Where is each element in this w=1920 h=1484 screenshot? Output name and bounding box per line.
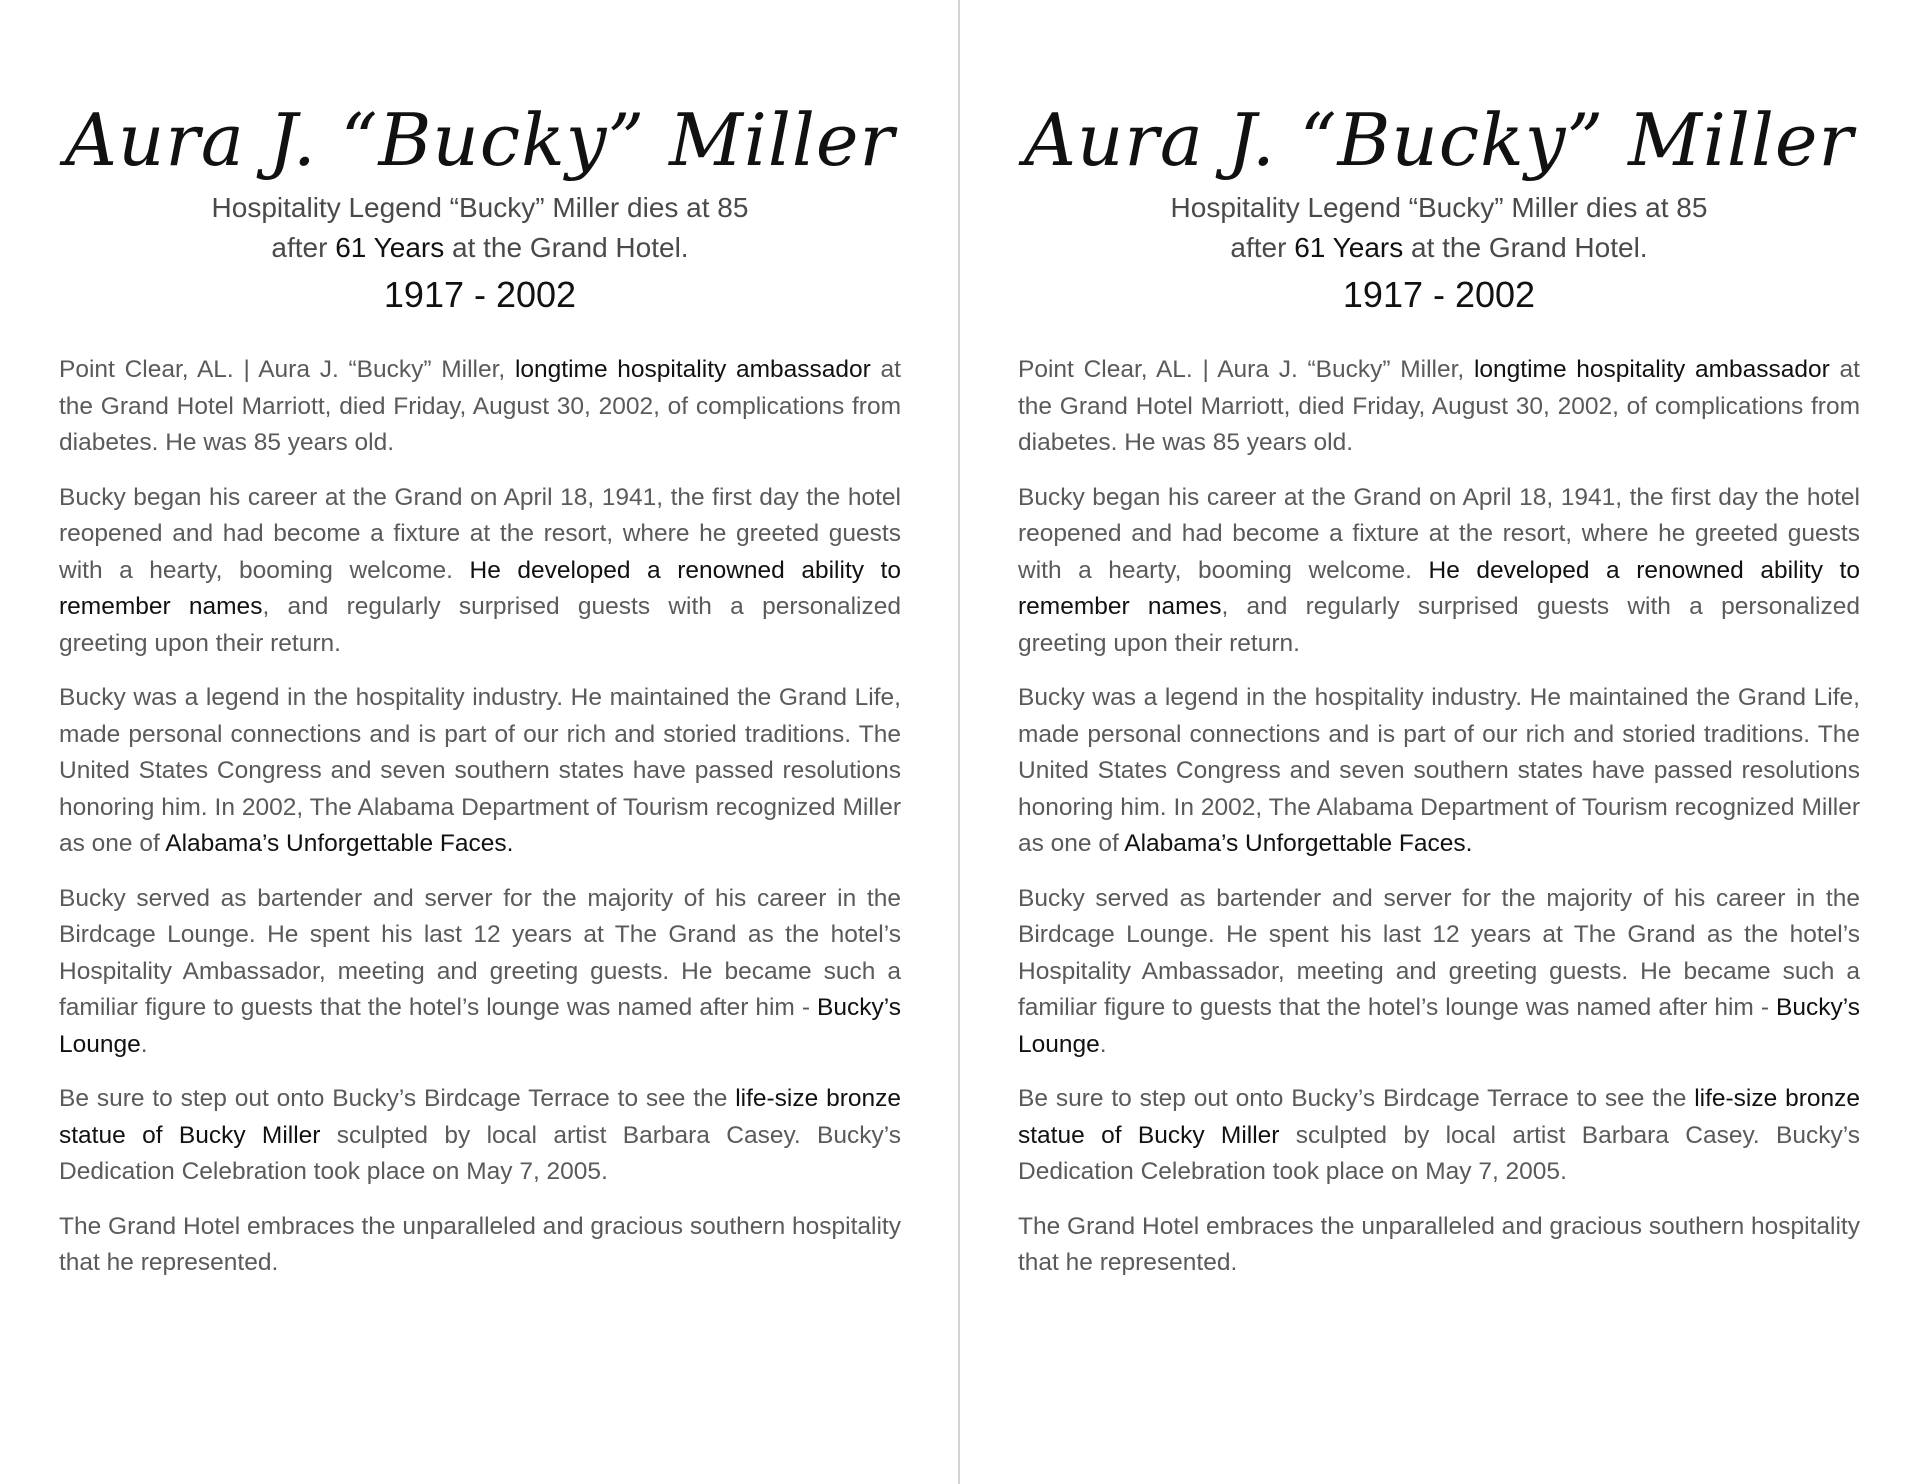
subtitle xyxy=(1018,188,1860,268)
paragraph-5-highlight: life-size bronze statue of Bucky Miller xyxy=(1018,1085,1861,1149)
paragraph-5-text-c: sculpted by local artist Barbara Casey. Bucky’s Dedication Celebration took place on May 7, 2005. xyxy=(1018,1121,1860,1185)
paragraph-3 xyxy=(1018,680,1860,863)
life-years: 1917 - 2002 xyxy=(1342,274,1536,315)
page-title: Aura J. “Bucky” Miller xyxy=(65,98,895,182)
paragraph-4-text-a: Bucky served as bartender and server for the majority of his career in the Birdcage Lounge. He spent his last 12 years at The Grand as the hotel’s Hospitality Ambassador, meeting and greeting guests. He became such a familiar figure to guests that the hotel’s lounge was named after him - xyxy=(1018,884,1860,1021)
subtitle-line-2-pre: after xyxy=(1230,232,1295,263)
paragraph-1-text-c: at the Grand Hotel Marriott, died Friday, August 30, 2002, of complications from diabetes. He was 85 years old. xyxy=(1018,356,1860,456)
paragraph-2-text-a: Bucky began his career at the Grand on April 18, 1941, the first day the hotel reopened and had become a fixture at the resort, where he greeted guests with a hearty, booming welcome. xyxy=(59,483,901,584)
paragraph-3-text-a: Bucky was a legend in the hospitality industry. He maintained the Grand Life, made personal connections and is part of our rich and storied traditions. The United States Congress and seven southern states have passed resolutions honoring him. In 2002, The Alabama Department of Tourism recognized Miller as one of xyxy=(59,684,901,857)
subtitle-line-2-post: at the Grand Hotel. xyxy=(1403,232,1648,263)
page-divider xyxy=(958,0,960,1484)
paragraph-2-text-c: , and regularly surprised guests with a personalized greeting upon their return. xyxy=(1018,593,1860,657)
article-body xyxy=(59,352,901,1282)
subtitle-line-2-post: at the Grand Hotel. xyxy=(444,232,689,263)
paragraph-2-highlight: He developed a renowned ability to remember names xyxy=(59,556,901,620)
paragraph-2-highlight: He developed a renowned ability to remember names xyxy=(1018,556,1860,620)
paragraph-5-text-a: Be sure to step out onto Bucky’s Birdcage Terrace to see the xyxy=(59,1085,736,1112)
paragraph-4-text-c: . xyxy=(140,1030,148,1058)
page-title: Aura J. “Bucky” Miller xyxy=(1024,98,1854,182)
page-left xyxy=(59,0,901,1484)
subtitle xyxy=(59,188,901,268)
subtitle-years-emphasis: 61 Years xyxy=(1294,232,1404,263)
paragraph-6: The Grand Hotel embraces the unparalleled and gracious southern hospitality that he represented. xyxy=(1018,1212,1860,1276)
article-body xyxy=(1018,352,1860,1282)
paragraph-5 xyxy=(59,1081,901,1191)
paragraph-4 xyxy=(59,881,901,1064)
paragraph-1-text-c: at the Grand Hotel Marriott, died Friday, August 30, 2002, of complications from diabetes. He was 85 years old. xyxy=(59,356,901,456)
page-right xyxy=(1018,0,1860,1484)
paragraph-2-text-c: , and regularly surprised guests with a personalized greeting upon their return. xyxy=(59,593,901,657)
subtitle-line-2-pre: after xyxy=(271,232,336,263)
paragraph-1-text-a: Point Clear, AL. | Aura J. “Bucky” Miller, xyxy=(1018,356,1474,383)
paragraph-1-highlight: longtime hospitality ambassador xyxy=(514,356,871,383)
paragraph-4 xyxy=(1018,881,1860,1064)
paragraph-4-text-c: . xyxy=(1099,1030,1107,1058)
subtitle-years-emphasis: 61 Years xyxy=(335,232,445,263)
paragraph-5-text-c: sculpted by local artist Barbara Casey. Bucky’s Dedication Celebration took place on May 7, 2005. xyxy=(59,1121,901,1185)
paragraph-1 xyxy=(59,352,901,462)
subtitle-line-2 xyxy=(1018,228,1860,268)
paragraph-3-highlight: Alabama’s Unforgettable Faces. xyxy=(165,830,514,857)
paragraph-2 xyxy=(1018,480,1860,663)
paragraph-5-highlight: life-size bronze statue of Bucky Miller xyxy=(59,1085,902,1149)
subtitle-line-1: Hospitality Legend “Bucky” Miller dies at 85 xyxy=(211,192,749,223)
paragraph-6: The Grand Hotel embraces the unparalleled and gracious southern hospitality that he represented. xyxy=(59,1212,901,1276)
life-years: 1917 - 2002 xyxy=(383,274,577,315)
paragraph-1 xyxy=(1018,352,1860,462)
paragraph-1-text-a: Point Clear, AL. | Aura J. “Bucky” Miller, xyxy=(59,356,515,383)
paragraph-4-highlight: Bucky’s Lounge xyxy=(59,994,901,1058)
paragraph-3-highlight: Alabama’s Unforgettable Faces. xyxy=(1124,830,1473,857)
paragraph-3-text-a: Bucky was a legend in the hospitality industry. He maintained the Grand Life, made personal connections and is part of our rich and storied traditions. The United States Congress and seven southern states have passed resolutions honoring him. In 2002, The Alabama Department of Tourism recognized Miller as one of xyxy=(1018,684,1860,857)
paragraph-2-text-a: Bucky began his career at the Grand on April 18, 1941, the first day the hotel reopened and had become a fixture at the resort, where he greeted guests with a hearty, booming welcome. xyxy=(1018,483,1860,584)
paragraph-4-highlight: Bucky’s Lounge xyxy=(1018,994,1860,1058)
paragraph-3 xyxy=(59,680,901,863)
paragraph-5-text-a: Be sure to step out onto Bucky’s Birdcage Terrace to see the xyxy=(1018,1085,1695,1112)
paragraph-2 xyxy=(59,480,901,663)
paragraph-1-highlight: longtime hospitality ambassador xyxy=(1473,356,1830,383)
paragraph-4-text-a: Bucky served as bartender and server for the majority of his career in the Birdcage Lounge. He spent his last 12 years at The Grand as the hotel’s Hospitality Ambassador, meeting and greeting guests. He became such a familiar figure to guests that the hotel’s lounge was named after him - xyxy=(59,884,901,1021)
paragraph-5 xyxy=(1018,1081,1860,1191)
subtitle-line-1: Hospitality Legend “Bucky” Miller dies at 85 xyxy=(1170,192,1708,223)
subtitle-line-2 xyxy=(59,228,901,268)
